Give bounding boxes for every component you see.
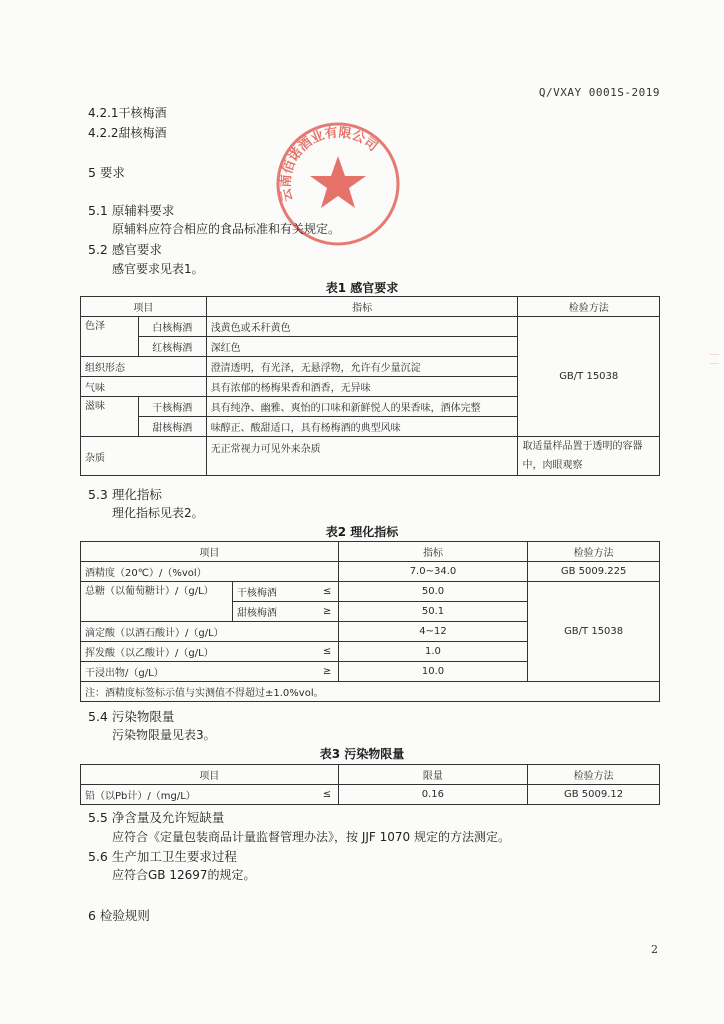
standard-code: Q/VXAY 0001S-2019 — [538, 86, 660, 99]
t1-method2b: 中，肉眼观察 — [522, 460, 583, 471]
table3-caption: 表3 污染物限量 — [319, 747, 405, 761]
t2-acid-v: 4~12 — [338, 622, 527, 642]
section-5-2-text: 感官要求见表1。 — [112, 262, 204, 276]
t3-lead-op: ≤ — [316, 785, 338, 805]
clause-4-2-2: 4.2.2甜核梅酒 — [88, 126, 167, 140]
table2-physchem — [80, 541, 660, 702]
section-5-2-title: 5.2 感官要求 — [88, 242, 162, 257]
t1-method1: GB/T 15038 — [518, 317, 660, 437]
t1-header-item: 项目 — [81, 297, 207, 317]
t2-sugar-sweet: 甜核梅酒 — [232, 602, 316, 622]
section-5-3-text: 理化指标见表2。 — [112, 506, 204, 520]
t2-volatile: 挥发酸（以乙酸计）/（g/L） — [81, 642, 317, 662]
section-5-5-title: 5.5 净含量及允许短缺量 — [88, 810, 225, 825]
t1-gh: 干核梅酒 — [138, 397, 206, 417]
t3-header-method: 检验方法 — [528, 765, 660, 785]
t1-odor: 气味 — [81, 377, 207, 397]
clause-4-2-1: 4.2.1干核梅酒 — [88, 106, 167, 120]
t2-volatile-v: 1.0 — [338, 642, 527, 662]
t2-alcohol-v: 7.0~34.0 — [338, 562, 527, 582]
t1-taste: 滋味 — [81, 397, 139, 437]
t3-lead-m: GB 5009.12 — [528, 785, 660, 805]
t2-sugar: 总糖（以葡萄糖计）/（g/L） — [81, 582, 233, 622]
t2-header-method: 检验方法 — [528, 542, 660, 562]
section-5-6-text: 应符合GB 12697的规定。 — [112, 868, 256, 882]
section-5-1-title: 5.1 原辅料要求 — [88, 203, 175, 218]
t2-alcohol: 酒精度（20℃）/（%vol） — [81, 562, 339, 582]
t1-texture-v: 澄清透明，有光泽，无悬浮物，允许有少量沉淀 — [206, 357, 518, 377]
t3-lead-v: 0.16 — [338, 785, 528, 805]
section-5-4-text: 污染物限量见表3。 — [112, 728, 216, 742]
t2-sugar-sweet-v: 50.1 — [338, 602, 527, 622]
section-5-4-title: 5.4 污染物限量 — [88, 709, 175, 724]
t1-header-spec: 指标 — [206, 297, 518, 317]
t1-impurity-v: 无正常视力可见外来杂质 — [206, 437, 518, 476]
table1-caption: 表1 感官要求 — [325, 281, 399, 295]
t2-sugar-dry-op: ≤ — [316, 582, 338, 602]
t1-bh: 白核梅酒 — [138, 317, 206, 337]
seal-text: 云南佰诺酒业有限公司 — [278, 125, 381, 203]
t3-lead: 铅（以Pb计）/（mg/L） — [81, 785, 317, 805]
t2-method-shared: GB/T 15038 — [528, 582, 660, 682]
section-5-title: 5 要求 — [88, 165, 125, 180]
table2-caption: 表2 理化指标 — [325, 525, 399, 539]
t2-header-item: 项目 — [81, 542, 339, 562]
section-5-5-text: 应符合《定量包装商品计量监督管理办法》，按 JJF 1070 规定的方法测定。 — [112, 830, 510, 844]
table1-sensory — [80, 296, 660, 476]
t2-sugar-dry-v: 50.0 — [338, 582, 527, 602]
edge-stamp-fragment: ｜｜ — [708, 350, 718, 368]
t1-header-method: 检验方法 — [518, 297, 660, 317]
t2-sugar-sweet-op: ≥ — [316, 602, 338, 622]
table3-contaminants — [80, 764, 660, 805]
t2-note: 注：酒精度标签标示值与实测值不得超过±1.0%vol。 — [81, 682, 660, 702]
t1-hh-v: 深红色 — [206, 337, 518, 357]
t1-th: 甜核梅酒 — [138, 417, 206, 437]
t2-volatile-op: ≤ — [316, 642, 338, 662]
section-5-6-title: 5.6 生产加工卫生要求过程 — [88, 849, 237, 864]
t1-impurity: 杂质 — [81, 437, 207, 476]
t1-hh: 红核梅酒 — [138, 337, 206, 357]
section-5-3-title: 5.3 理化指标 — [88, 487, 162, 502]
t1-gh-v: 具有纯净、幽雅、爽怡的口味和新鲜悦人的果香味，酒体完整 — [206, 397, 518, 417]
t2-sugar-dry: 干核梅酒 — [232, 582, 316, 602]
t2-header-spec: 指标 — [338, 542, 527, 562]
t2-extract-op: ≥ — [316, 662, 338, 682]
t2-acid: 滴定酸（以酒石酸计）/（g/L） — [81, 622, 339, 642]
section-6-title: 6 检验规则 — [88, 908, 150, 923]
t1-odor-v: 具有浓郁的杨梅果香和酒香，无异味 — [206, 377, 518, 397]
t1-texture: 组织形态 — [81, 357, 207, 377]
t3-header-limit: 限量 — [338, 765, 528, 785]
t1-color: 色泽 — [81, 317, 139, 357]
t3-header-item: 项目 — [81, 765, 339, 785]
t1-th-v: 味醇正、酸甜适口，具有杨梅酒的典型风味 — [206, 417, 518, 437]
t1-method2a: 取适量样品置于透明的容器 — [522, 441, 643, 452]
t2-extract: 干浸出物/（g/L） — [81, 662, 317, 682]
t2-alcohol-m: GB 5009.225 — [528, 562, 660, 582]
t1-bh-v: 浅黄色或禾秆黄色 — [206, 317, 518, 337]
page-number: 2 — [651, 943, 658, 956]
section-5-1-text: 原辅料应符合相应的食品标准和有关规定。 — [112, 222, 341, 236]
t2-extract-v: 10.0 — [338, 662, 527, 682]
